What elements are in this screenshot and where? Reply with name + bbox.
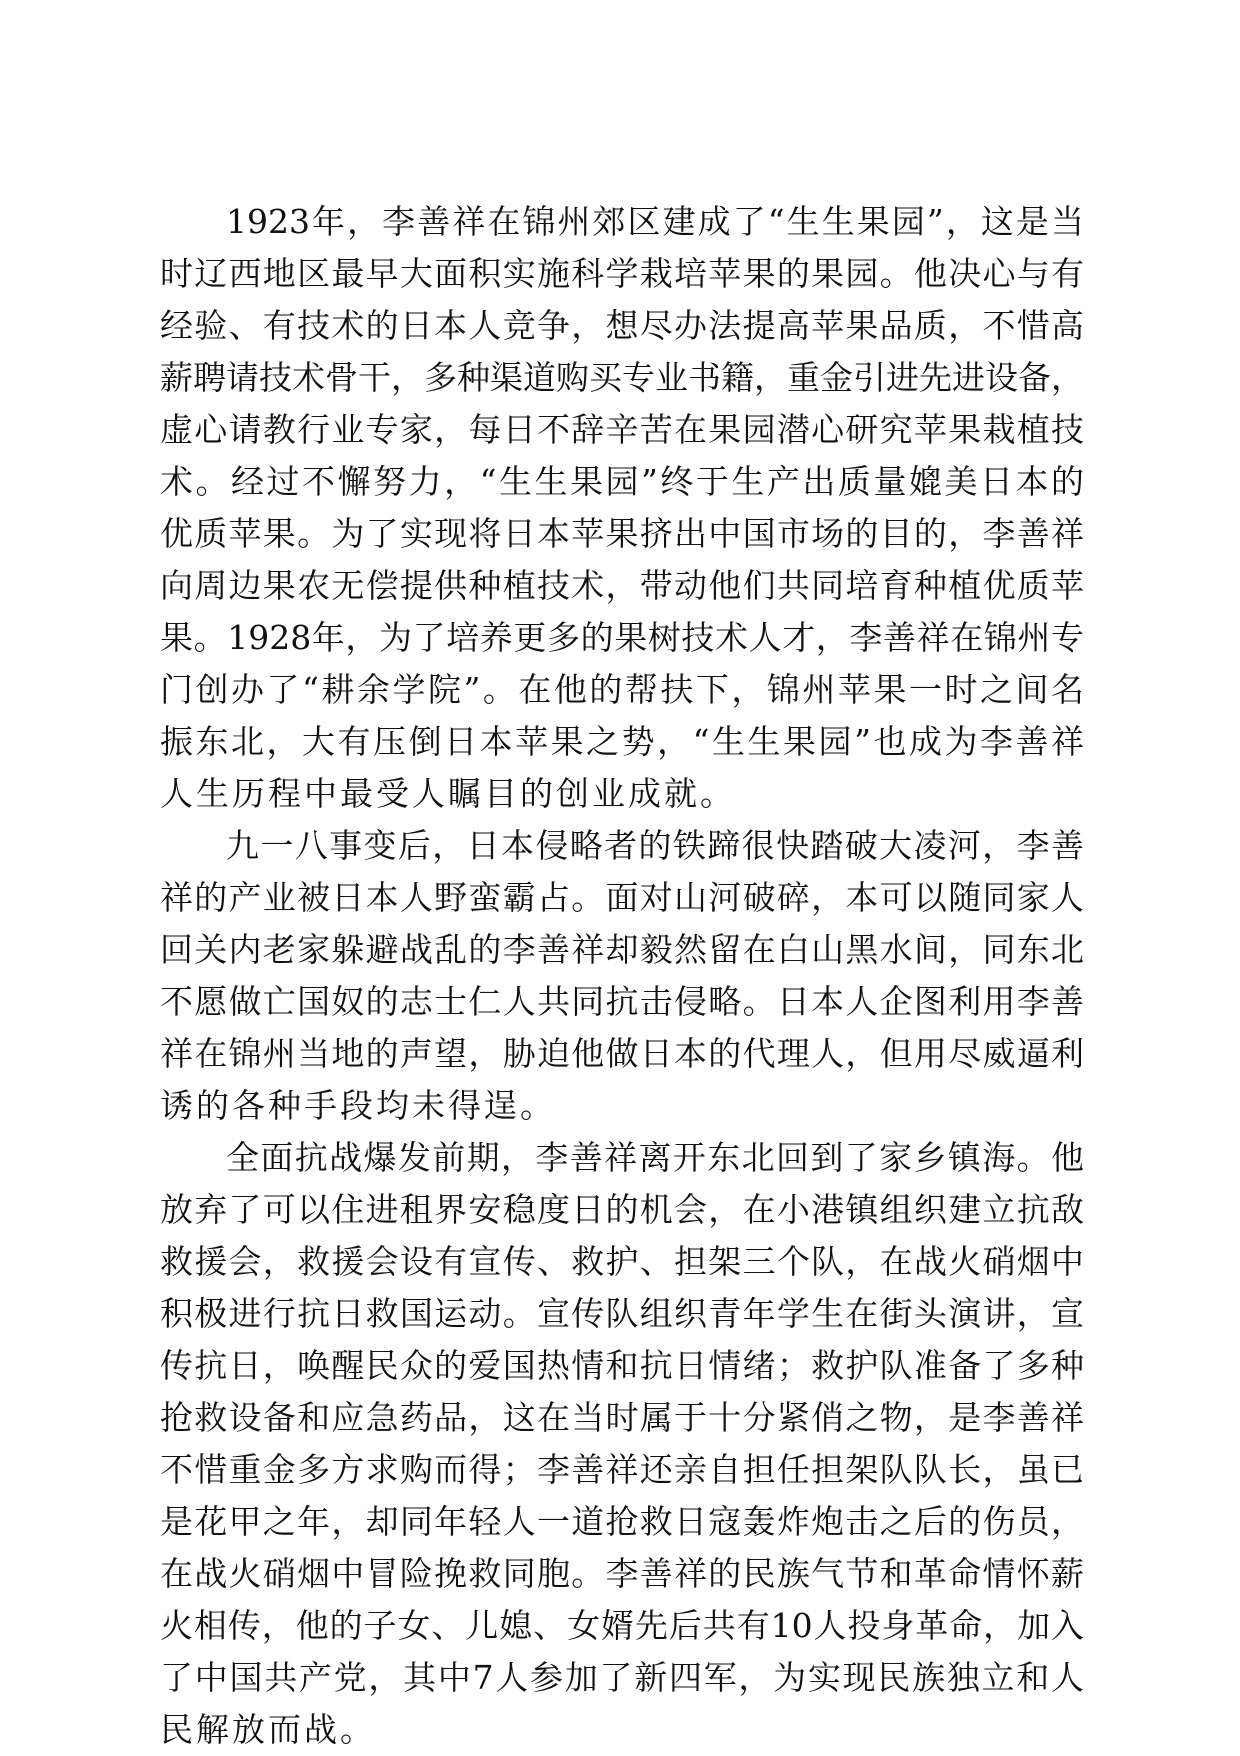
paragraph-1-line-4: 薪聘请技术骨干，多种渠道购买专业书籍，重金引进先进设备， [160,358,1084,397]
paragraph-2-line-6: 诱的各种手段均未得逞。 [160,1086,556,1125]
paragraph-3-line-6: 抢救设备和应急药品，这在当时属于十分紧俏之物，是李善祥 [160,1398,1084,1437]
paragraph-3-line-7: 不惜重金多方求购而得；李善祥还亲自担任担架队队长，虽已 [160,1450,1084,1489]
paragraph-1-line-9: 果。1928年，为了培养更多的果树技术人才，李善祥在锦州专 [160,618,1084,657]
paragraph-1-line-2: 时辽西地区最早大面积实施科学栽培苹果的果园。他决心与有 [160,254,1084,293]
paragraph-3-line-3: 救援会，救援会设有宣传、救护、担架三个队，在战火硝烟中 [160,1242,1084,1281]
paragraph-1-line-5: 虚心请教行业专家，每日不辞辛苦在果园潜心研究苹果栽植技 [160,410,1084,449]
paragraph-1-line-7: 优质苹果。为了实现将日本苹果挤出中国市场的目的，李善祥 [160,514,1084,553]
paragraph-2-line-2: 祥的产业被日本人野蛮霸占。面对山河破碎，本可以随同家人 [160,878,1084,917]
paragraph-3-line-10: 火相传，他的子女、儿媳、女婿先后共有10人投身革命，加入 [160,1606,1084,1645]
paragraph-3-line-12: 民解放而战。 [160,1710,376,1749]
paragraph-2-line-1: 九一八事变后，日本侵略者的铁蹄很快踏破大凌河，李善 [226,826,1084,865]
paragraph-3-line-9: 在战火硝烟中冒险挽救同胞。李善祥的民族气节和革命情怀薪 [160,1554,1084,1593]
paragraph-1-line-6: 术。经过不懈努力，“生生果园”终于生产出质量媲美日本的 [160,462,1084,501]
paragraph-3-line-8: 是花甲之年，却同年轻人一道抢救日寇轰炸炮击之后的伤员， [160,1502,1084,1541]
paragraph-1-line-3: 经验、有技术的日本人竞争，想尽办法提高苹果品质，不惜高 [160,306,1084,345]
paragraph-1-line-12: 人生历程中最受人瞩目的创业成就。 [160,774,736,813]
paragraph-1-line-10: 门创办了“耕余学院”。在他的帮扶下，锦州苹果一时之间名 [160,670,1084,709]
paragraph-3-line-11: 了中国共产党，其中7人参加了新四军，为实现民族独立和人 [160,1658,1084,1697]
paragraph-3-line-5: 传抗日，唤醒民众的爱国热情和抗日情绪；救护队准备了多种 [160,1346,1084,1385]
paragraph-1-line-11: 振东北，大有压倒日本苹果之势，“生生果园”也成为李善祥 [160,722,1084,761]
paragraph-1-line-1: 1923年，李善祥在锦州郊区建成了“生生果园”，这是当 [226,202,1084,241]
paragraph-3-line-4: 积极进行抗日救国运动。宣传队组织青年学生在街头演讲，宣 [160,1294,1084,1333]
paragraph-2-line-5: 祥在锦州当地的声望，胁迫他做日本的代理人，但用尽威逼利 [160,1034,1084,1073]
paragraph-2-line-3: 回关内老家躲避战乱的李善祥却毅然留在白山黑水间，同东北 [160,930,1084,969]
paragraph-3-line-1: 全面抗战爆发前期，李善祥离开东北回到了家乡镇海。他 [226,1138,1084,1177]
paragraph-3-line-2: 放弃了可以住进租界安稳度日的机会，在小港镇组织建立抗敌 [160,1190,1084,1229]
paragraph-2-line-4: 不愿做亡国奴的志士仁人共同抗击侵略。日本人企图利用李善 [160,982,1084,1021]
paragraph-1-line-8: 向周边果农无偿提供种植技术，带动他们共同培育种植优质苹 [160,566,1084,605]
